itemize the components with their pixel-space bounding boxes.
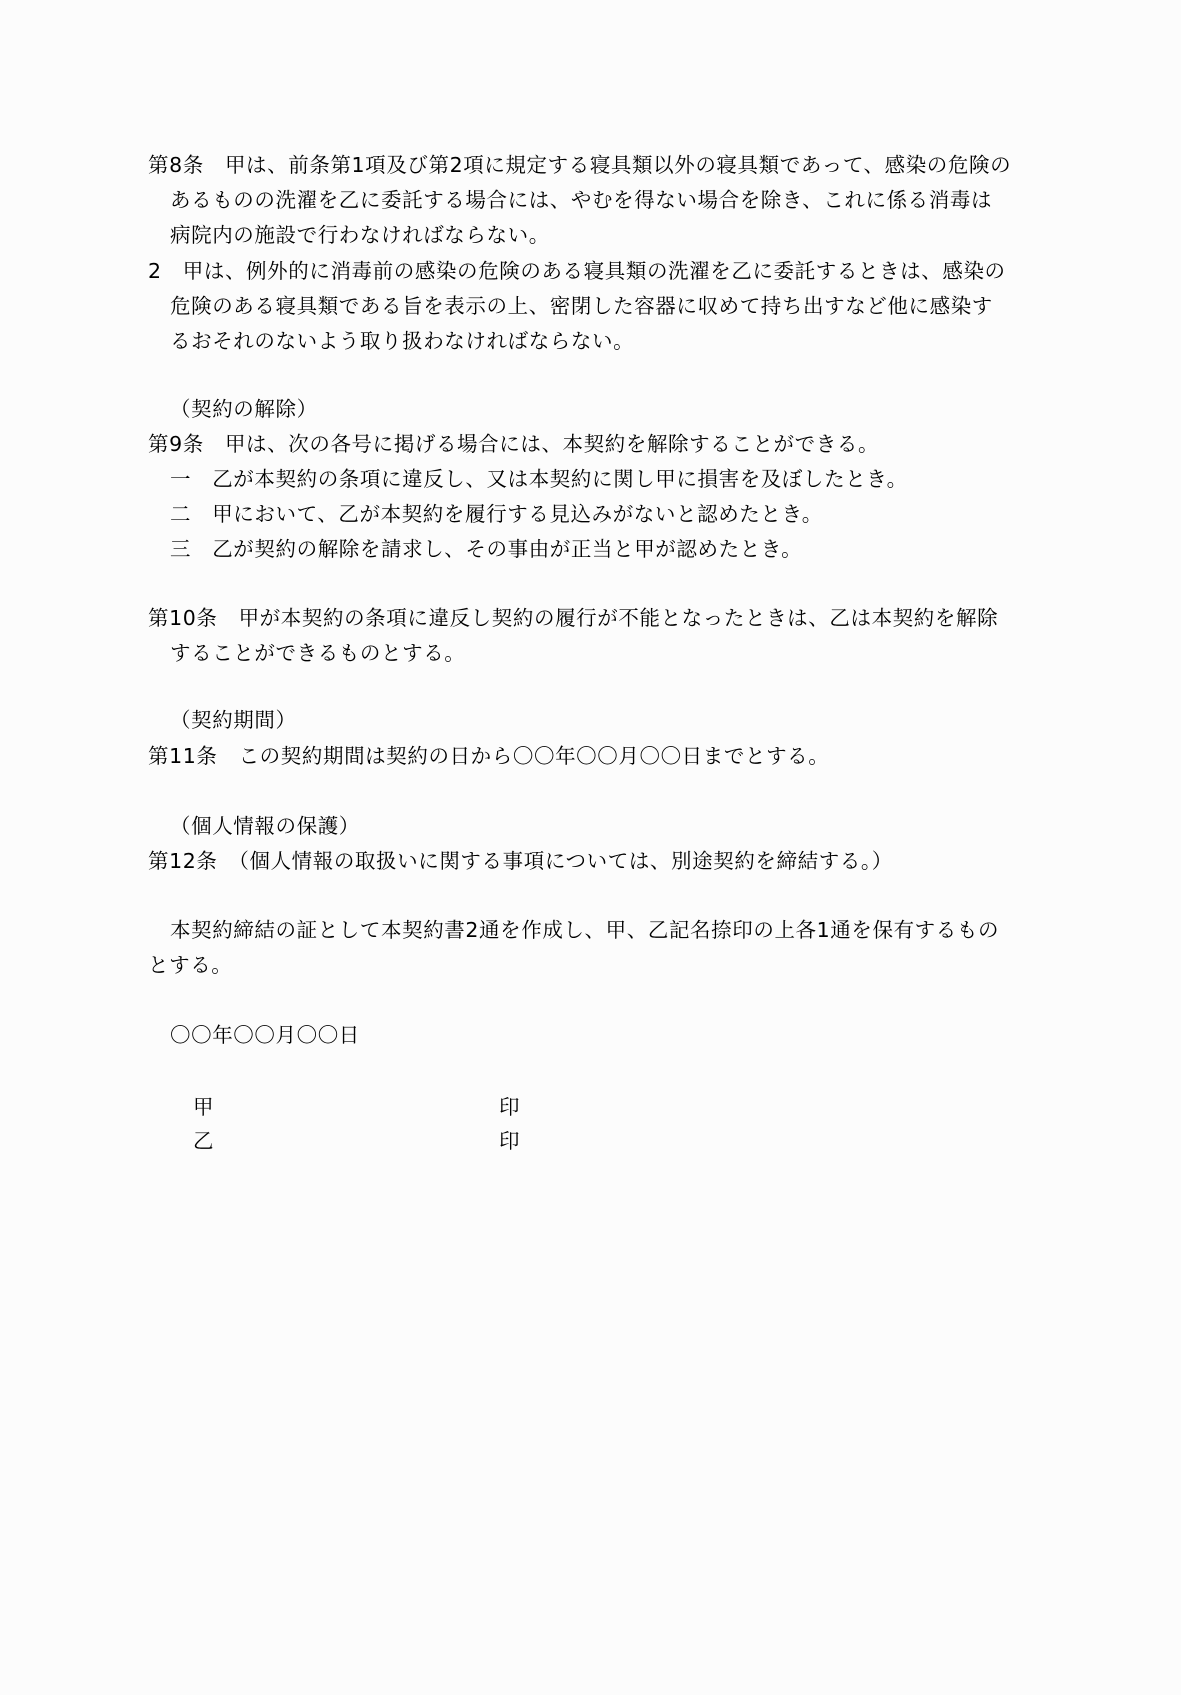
article-10-line-1: 第10条 甲が本契約の条項に違反し契約の履行が不能となったときは、乙は本契約を解除 — [148, 606, 999, 630]
signature-seal-kou: 印 — [499, 1095, 520, 1119]
article-9-item-3: 三 乙が契約の解除を請求し、その事由が正当と甲が認めたとき。 — [170, 537, 803, 561]
article-8-para-2-line-2: 危険のある寝具類である旨を表示の上、密閉した容器に収めて持ち出すなど他に感染す — [170, 294, 993, 318]
article-9-heading: （契約の解除） — [170, 397, 318, 421]
article-9-item-2: 二 甲において、乙が本契約を履行する見込みがないと認めたとき。 — [170, 502, 823, 526]
article-8-para-2-line-3: るおそれのないよう取り扱わなければならない。 — [170, 329, 635, 353]
closing-line-1: 本契約締結の証として本契約書2通を作成し、甲、乙記名捺印の上各1通を保有するもの — [170, 918, 1000, 942]
article-11-line-1: 第11条 この契約期間は契約の日から〇〇年〇〇月〇〇日までとする。 — [148, 744, 830, 768]
article-8-para-2-line-1: 2 甲は、例外的に消毒前の感染の危険のある寝具類の洗濯を乙に委託するときは、感染の — [148, 259, 1006, 283]
article-8-line-1: 第8条 甲は、前条第1項及び第2項に規定する寝具類以外の寝具類であって、感染の危険の — [148, 153, 1012, 177]
article-8-line-3: 病院内の施設で行わなければならない。 — [170, 223, 550, 247]
closing-date: 〇〇年〇〇月〇〇日 — [170, 1023, 360, 1047]
article-11-heading: （契約期間） — [170, 708, 297, 732]
article-12-line-1: 第12条 （個人情報の取扱いに関する事項については、別途契約を締結する。） — [148, 849, 893, 873]
signature-party-kou: 甲 — [193, 1095, 214, 1119]
article-10-line-2: することができるものとする。 — [170, 641, 466, 665]
closing-line-2: とする。 — [148, 953, 233, 977]
signature-seal-otsu: 印 — [499, 1129, 520, 1153]
article-9-line-1: 第9条 甲は、次の各号に掲げる場合には、本契約を解除することができる。 — [148, 432, 880, 456]
signature-party-otsu: 乙 — [193, 1129, 214, 1153]
article-12-heading: （個人情報の保護） — [170, 814, 360, 838]
article-8-line-2: あるものの洗濯を乙に委託する場合には、やむを得ない場合を除き、これに係る消毒は — [170, 188, 993, 212]
article-9-item-1: 一 乙が本契約の条項に違反し、又は本契約に関し甲に損害を及ぼしたとき。 — [170, 467, 908, 491]
